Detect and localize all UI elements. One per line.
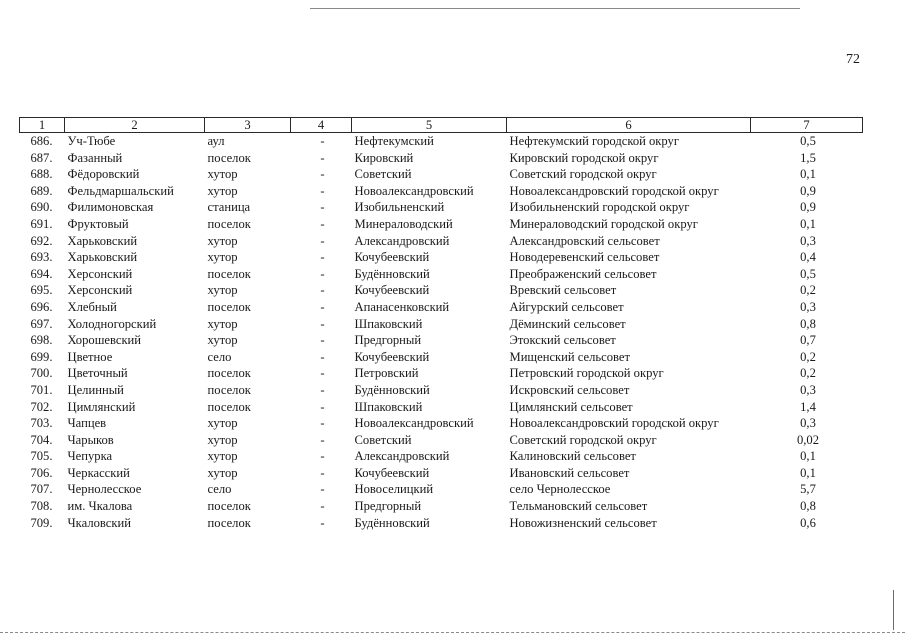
table-header-row xyxy=(20,118,863,133)
table-row xyxy=(20,481,863,498)
col4-value: - xyxy=(320,515,325,530)
row-number: 690. xyxy=(30,200,53,215)
row-number: 689. xyxy=(30,183,53,198)
district-name: Новоалександровский xyxy=(354,183,474,198)
table-row xyxy=(20,282,863,299)
header-col-6: 6 xyxy=(507,118,751,133)
district-name: Минераловодский xyxy=(354,216,453,231)
district-name: Предгорный xyxy=(354,333,422,348)
table-row xyxy=(20,415,863,432)
row-value: 5,7 xyxy=(800,482,816,497)
row-number: 694. xyxy=(30,266,53,281)
settlement-type: хутор xyxy=(207,465,238,480)
settlement-name: Херсонский xyxy=(67,266,133,281)
settlement-name: Филимоновская xyxy=(67,200,154,215)
municipality-name: Ивановский сельсовет xyxy=(509,465,630,480)
settlement-name: Фельдмаршальский xyxy=(67,183,174,198)
row-number: 697. xyxy=(30,316,53,331)
table-row xyxy=(20,349,863,366)
municipality-name: Этокский сельсовет xyxy=(509,333,616,348)
settlement-name: Хлебный xyxy=(67,299,117,314)
row-value: 0,1 xyxy=(800,167,816,182)
table-row xyxy=(20,199,863,216)
row-value: 0,5 xyxy=(800,266,816,281)
col4-value: - xyxy=(320,366,325,381)
settlement-type: хутор xyxy=(207,233,238,248)
settlement-type: поселок xyxy=(207,515,251,530)
row-value: 0,9 xyxy=(800,200,816,215)
settlement-type: станица xyxy=(207,200,251,215)
col4-value: - xyxy=(320,316,325,331)
district-name: Будённовский xyxy=(354,382,430,397)
header-col-2: 2 xyxy=(65,118,205,133)
row-value: 0,1 xyxy=(800,449,816,464)
district-name: Изобильненский xyxy=(354,200,445,215)
table-row xyxy=(20,448,863,465)
header-col-7: 7 xyxy=(751,118,863,133)
row-number: 699. xyxy=(30,349,53,364)
col4-value: - xyxy=(320,250,325,265)
district-name: Советский xyxy=(354,167,412,182)
table-row xyxy=(20,382,863,399)
settlement-name: Чепурка xyxy=(67,449,113,464)
municipality-name: Новодеревенский сельсовет xyxy=(509,250,660,265)
table-row xyxy=(20,498,863,515)
col4-value: - xyxy=(320,299,325,314)
municipality-name: Нефтекумский городской округ xyxy=(509,134,680,148)
settlement-name: Цимлянский xyxy=(67,399,136,414)
row-value: 0,2 xyxy=(800,349,816,364)
col4-value: - xyxy=(320,200,325,215)
municipality-name: Мищенский сельсовет xyxy=(509,349,631,364)
settlement-type: хутор xyxy=(207,283,238,298)
settlement-type: хутор xyxy=(207,333,238,348)
row-value: 1,5 xyxy=(800,150,816,165)
settlement-type: поселок xyxy=(207,399,251,414)
scan-artifact-right-edge xyxy=(893,590,894,630)
district-name: Советский xyxy=(354,432,412,447)
settlement-type: хутор xyxy=(207,167,238,182)
table-row xyxy=(20,166,863,183)
table-row xyxy=(20,465,863,482)
settlement-type: село xyxy=(207,349,232,364)
settlement-type: хутор xyxy=(207,250,238,265)
district-name: Новоселицкий xyxy=(354,482,434,497)
settlement-name: Фазанный xyxy=(67,150,123,165)
settlement-name: Уч-Тюбе xyxy=(67,134,116,148)
col4-value: - xyxy=(320,216,325,231)
col4-value: - xyxy=(320,349,325,364)
settlement-name: Холодногорский xyxy=(67,316,157,331)
settlement-type: поселок xyxy=(207,382,251,397)
row-value: 1,4 xyxy=(800,399,816,414)
settlement-name: Целинный xyxy=(67,382,124,397)
district-name: Будённовский xyxy=(354,515,430,530)
municipality-name: Цимлянский сельсовет xyxy=(509,399,633,414)
row-number: 707. xyxy=(30,482,53,497)
row-number: 702. xyxy=(30,399,53,414)
col4-value: - xyxy=(320,382,325,397)
row-number: 705. xyxy=(30,449,53,464)
row-value: 0,1 xyxy=(800,465,816,480)
settlement-name: Фруктовый xyxy=(67,216,129,231)
row-number: 691. xyxy=(30,216,53,231)
row-number: 692. xyxy=(30,233,53,248)
municipality-name: Советский городской округ xyxy=(509,167,657,182)
municipality-name: Петровский городской округ xyxy=(509,366,664,381)
settlement-type: поселок xyxy=(207,499,251,514)
row-number: 706. xyxy=(30,465,53,480)
municipality-name: Кировский городской округ xyxy=(509,150,659,165)
row-value: 0,3 xyxy=(800,299,816,314)
col4-value: - xyxy=(320,233,325,248)
district-name: Кировский xyxy=(354,150,414,165)
table-row xyxy=(20,266,863,283)
settlement-type: село xyxy=(207,482,232,497)
row-value: 0,8 xyxy=(800,316,816,331)
col4-value: - xyxy=(320,333,325,348)
district-name: Предгорный xyxy=(354,499,422,514)
row-number: 704. xyxy=(30,432,53,447)
col4-value: - xyxy=(320,283,325,298)
table-row xyxy=(20,249,863,266)
municipality-name: Калиновский сельсовет xyxy=(509,449,636,464)
col4-value: - xyxy=(320,134,325,148)
municipality-name: Новожизненский сельсовет xyxy=(509,515,657,530)
settlement-type: поселок xyxy=(207,150,251,165)
row-value: 0,4 xyxy=(800,250,816,265)
settlement-name: Чкаловский xyxy=(67,515,131,530)
settlement-type: аул xyxy=(207,134,225,148)
table-row xyxy=(20,216,863,233)
scan-artifact-bottom xyxy=(0,632,905,633)
municipality-name: Преображенский сельсовет xyxy=(509,266,657,281)
row-number: 698. xyxy=(30,333,53,348)
table-row xyxy=(20,432,863,449)
municipality-name: Изобильненский городской округ xyxy=(509,200,690,215)
row-value: 0,3 xyxy=(800,233,816,248)
settlement-name: им. Чкалова xyxy=(67,499,133,514)
table-row xyxy=(20,316,863,333)
district-name: Апанасенковский xyxy=(354,299,450,314)
row-value: 0,8 xyxy=(800,499,816,514)
municipality-name: Тельмановский сельсовет xyxy=(509,499,648,514)
settlement-name: Фёдоровский xyxy=(67,167,140,182)
settlement-type: хутор xyxy=(207,432,238,447)
col4-value: - xyxy=(320,449,325,464)
row-value: 0,3 xyxy=(800,416,816,431)
table-row xyxy=(20,399,863,416)
municipality-name: село Чернолесское xyxy=(509,482,611,497)
settlement-name: Харьковский xyxy=(67,250,138,265)
settlement-name: Херсонский xyxy=(67,283,133,298)
municipality-name: Минераловодский городской округ xyxy=(509,216,698,231)
table-row xyxy=(20,299,863,316)
col4-value: - xyxy=(320,482,325,497)
municipality-name: Александровский сельсовет xyxy=(509,233,660,248)
row-number: 693. xyxy=(30,250,53,265)
settlement-name: Харьковский xyxy=(67,233,138,248)
row-number: 703. xyxy=(30,416,53,431)
settlement-type: хутор xyxy=(207,449,238,464)
district-name: Кочубеевский xyxy=(354,283,430,298)
table-row xyxy=(20,365,863,382)
settlement-type: поселок xyxy=(207,366,251,381)
settlement-type: поселок xyxy=(207,299,251,314)
row-number: 696. xyxy=(30,299,53,314)
municipality-name: Вревский сельсовет xyxy=(509,283,617,298)
col4-value: - xyxy=(320,399,325,414)
table-row xyxy=(20,233,863,250)
district-name: Кочубеевский xyxy=(354,349,430,364)
row-value: 0,6 xyxy=(800,515,816,530)
municipality-name: Новоалександровский городской округ xyxy=(509,416,719,431)
district-name: Новоалександровский xyxy=(354,416,474,431)
row-number: 701. xyxy=(30,382,53,397)
district-name: Александровский xyxy=(354,233,450,248)
col4-value: - xyxy=(320,183,325,198)
row-value: 0,1 xyxy=(800,216,816,231)
settlement-name: Чернолесское xyxy=(67,482,142,497)
col4-value: - xyxy=(320,465,325,480)
page-number: 72 xyxy=(846,52,860,67)
row-value: 0,02 xyxy=(796,432,820,447)
row-number: 687. xyxy=(30,150,53,165)
district-name: Кочубеевский xyxy=(354,250,430,265)
municipality-name: Искровский сельсовет xyxy=(509,382,630,397)
settlement-name: Хорошевский xyxy=(67,333,142,348)
header-col-1: 1 xyxy=(20,118,65,133)
settlement-name: Чапцев xyxy=(67,416,107,431)
row-number: 688. xyxy=(30,167,53,182)
row-value: 0,7 xyxy=(800,333,816,348)
table-row xyxy=(20,183,863,200)
settlement-name: Чарыков xyxy=(67,432,114,447)
settlement-type: поселок xyxy=(207,266,251,281)
table-row xyxy=(20,332,863,349)
col4-value: - xyxy=(320,167,325,182)
row-value: 0,2 xyxy=(800,283,816,298)
row-number: 709. xyxy=(30,515,53,530)
settlement-type: хутор xyxy=(207,183,238,198)
col4-value: - xyxy=(320,266,325,281)
district-name: Нефтекумский xyxy=(354,134,434,148)
district-name: Александровский xyxy=(354,449,450,464)
district-name: Петровский xyxy=(354,366,419,381)
settlement-type: хутор xyxy=(207,416,238,431)
municipality-name: Дёминский сельсовет xyxy=(509,316,626,331)
settlement-name: Черкасский xyxy=(67,465,130,480)
settlement-name: Цветочный xyxy=(67,366,128,381)
district-name: Будённовский xyxy=(354,266,430,281)
settlements-table xyxy=(19,117,863,531)
row-number: 700. xyxy=(30,366,53,381)
col4-value: - xyxy=(320,499,325,514)
table-row xyxy=(20,515,863,532)
settlement-name: Цветное xyxy=(67,349,113,364)
row-value: 0,5 xyxy=(800,134,816,148)
district-name: Шпаковский xyxy=(354,316,423,331)
row-number: 695. xyxy=(30,283,53,298)
header-col-5: 5 xyxy=(352,118,507,133)
col4-value: - xyxy=(320,416,325,431)
header-col-4: 4 xyxy=(291,118,352,133)
municipality-name: Айгурский сельсовет xyxy=(509,299,624,314)
row-value: 0,2 xyxy=(800,366,816,381)
header-col-3: 3 xyxy=(205,118,291,133)
table-row xyxy=(20,150,863,167)
settlement-type: поселок xyxy=(207,216,251,231)
district-name: Кочубеевский xyxy=(354,465,430,480)
settlement-type: хутор xyxy=(207,316,238,331)
municipality-name: Новоалександровский городской округ xyxy=(509,183,719,198)
row-value: 0,3 xyxy=(800,382,816,397)
row-number: 686. xyxy=(30,134,53,148)
table-row xyxy=(20,133,863,150)
municipality-name: Советский городской округ xyxy=(509,432,657,447)
scan-artifact-top xyxy=(310,8,800,9)
col4-value: - xyxy=(320,432,325,447)
row-number: 708. xyxy=(30,499,53,514)
col4-value: - xyxy=(320,150,325,165)
district-name: Шпаковский xyxy=(354,399,423,414)
row-value: 0,9 xyxy=(800,183,816,198)
